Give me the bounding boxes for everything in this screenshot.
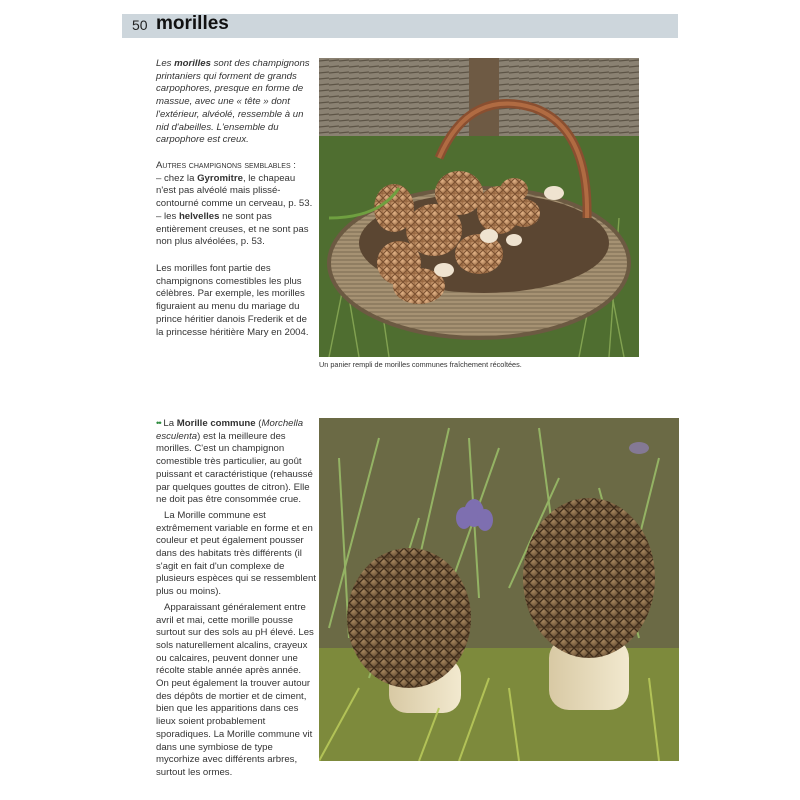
similar-species-block: [156, 160, 316, 249]
intro-post: sont des champignons printaniers qui forment de grands carpophores, presque en forme de massue, avec une « tête » dont l'extérieur, alvéolé, ressemble à un nid d'abeilles. L'ensemble du carpophore est creux.: [156, 58, 310, 146]
similar-item1-post: , le chapeau n'est pas alvéolé mais plissé-contourné comme un cerveau, p. 53.: [156, 172, 313, 210]
common-latin-name: Morchella esculenta: [156, 418, 304, 442]
common-paragraph-1: [156, 418, 316, 507]
common-name: Morille commune: [176, 418, 256, 429]
similar-item1-bold: Gyromitre: [197, 172, 243, 184]
similar-item1-pre: – chez la: [156, 172, 198, 184]
intro-paragraph: [156, 58, 316, 147]
page-number: 50: [132, 17, 148, 33]
intro-bold-term: morilles: [174, 58, 211, 69]
common-paragraph-2: La Morille commune est extrêmement variable en forme et en couleur et peut également pousser dans des habitats très différents (il s'agit en fait d'un complexe de plusieurs espèces qui se ressemblent plus ou moins).: [156, 509, 316, 598]
famous-text: Les morilles font partie des champignons comestibles les plus célèbres. Par exemple, les morilles figuraient au menu du mariage du prince héritier danois Frederik et de la princesse héritière Mary en 2004.: [156, 263, 309, 338]
similar-item2-post: ne sont pas entièrement creuses, et ne sont pas non plus alvéolées, p. 53.: [156, 210, 309, 248]
intro-pre: Les: [156, 58, 175, 69]
edibility-marker: ••: [156, 418, 161, 429]
common-paragraph-3: Apparaissant généralement entre avril et mai, cette morille pousse surtout sur des sols au pH élevé. Les sols naturellement alcalins, crayeux ou calcaires, peuvent donner une récolte stable année après année. On peut également la trouver autour des dépôts de mortier et de ciment, bien que les apparitions dans ces lieux soient probablement sporadiques. La Morille commune vit dans une symbiose de type mycorhize avec différents arbres, surtout les ormes.: [156, 601, 314, 778]
famous-paragraph: [156, 263, 316, 339]
basket-photo: [319, 58, 639, 357]
page-title: morilles: [156, 13, 229, 34]
common-p1-rest: ) est la meilleure des morilles. C'est un champignon comestible très particulier, au goût puissant et caractéristique (rehaussé par quelques gouttes de citron). Elle ne doit pas être consommée crue.: [156, 430, 313, 506]
similar-item2-bold: helvelles: [178, 210, 220, 222]
basket-photo-caption: Un panier rempli de morilles communes fraîchement récoltées.: [319, 360, 522, 369]
similar-heading: Autres champignons semblables :: [156, 160, 296, 171]
common-latin-open: (: [255, 418, 262, 429]
common-morel-block: [156, 418, 316, 780]
similar-item2-pre: – les: [156, 210, 179, 222]
common-lead: La: [160, 418, 177, 429]
morel-field-photo: [319, 418, 679, 761]
